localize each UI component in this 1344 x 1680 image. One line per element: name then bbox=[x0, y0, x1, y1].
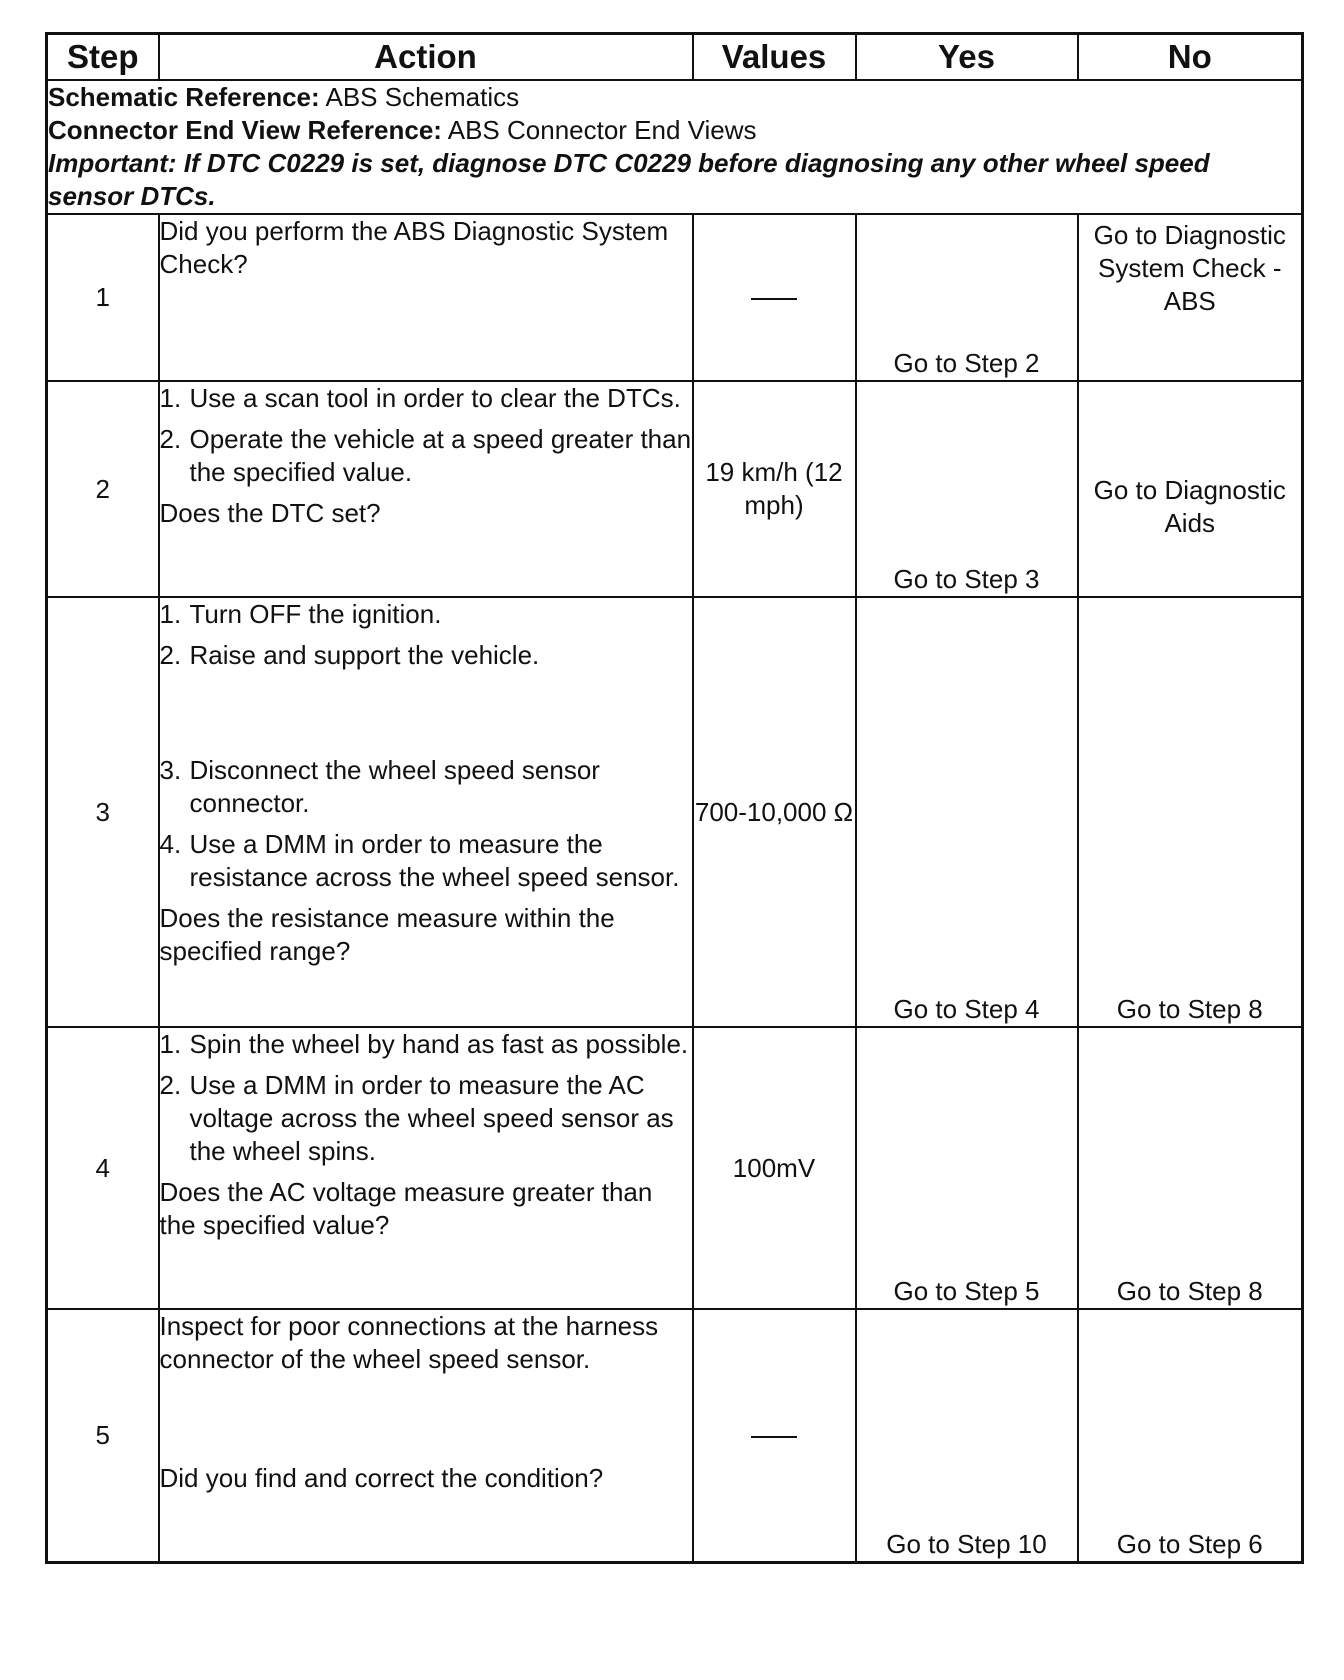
no-cell: Go to Step 8 bbox=[1078, 597, 1303, 1027]
reference-cell bbox=[47, 80, 1303, 214]
header-row bbox=[47, 34, 1303, 81]
empty-value-dash bbox=[751, 298, 797, 300]
connector-reference: Connector End View Reference: ABS Connector End Views bbox=[48, 115, 757, 145]
important-note: Important: If DTC C0229 is set, diagnose DTC C0229 before diagnosing any other wheel speed sensor DTCs. bbox=[48, 148, 1210, 211]
action-question: Does the AC voltage measure greater than the specified value? bbox=[159, 1177, 653, 1240]
yes-cell: Go to Step 5 bbox=[856, 1027, 1078, 1309]
action-step: 2. Raise and support the vehicle. bbox=[159, 640, 540, 670]
value-cell: 100mV bbox=[693, 1027, 856, 1309]
no-cell: Go to Diagnostic System Check - ABS bbox=[1078, 214, 1303, 381]
table-row bbox=[47, 381, 1303, 597]
action-step: 2. Use a DMM in order to measure the AC voltage across the wheel speed sensor as the wheel spins. bbox=[159, 1070, 674, 1166]
action-instruction: Inspect for poor connections at the harness connector of the wheel speed sensor. bbox=[159, 1311, 659, 1374]
empty-value-dash bbox=[751, 1436, 797, 1438]
step-number: 2 bbox=[47, 381, 159, 597]
action-question: Did you find and correct the condition? bbox=[159, 1463, 604, 1493]
schematic-reference: Schematic Reference: ABS Schematics bbox=[48, 82, 520, 112]
value-cell: 19 km/h (12 mph) bbox=[693, 381, 856, 597]
header-action: Action bbox=[159, 34, 693, 81]
action-steps bbox=[160, 1028, 692, 1168]
no-cell: Go to Step 6 bbox=[1078, 1309, 1303, 1562]
action-cell bbox=[159, 1027, 693, 1309]
action-step: 1. Use a scan tool in order to clear the DTCs. bbox=[159, 383, 681, 413]
diagnostic-table bbox=[45, 32, 1304, 1564]
action-question: Does the DTC set? bbox=[159, 498, 381, 528]
action-cell bbox=[159, 1309, 693, 1562]
table-row bbox=[47, 214, 1303, 381]
action-step: 4. Use a DMM in order to measure the resistance across the wheel speed sensor. bbox=[159, 829, 680, 892]
step-number: 3 bbox=[47, 597, 159, 1027]
action-cell bbox=[159, 597, 693, 1027]
header-values: Values bbox=[693, 34, 856, 81]
value-cell: 700-10,000 Ω bbox=[693, 597, 856, 1027]
header-no: No bbox=[1078, 34, 1303, 81]
action-steps bbox=[160, 382, 692, 489]
action-steps bbox=[160, 598, 692, 894]
action-cell bbox=[159, 381, 693, 597]
yes-cell: Go to Step 10 bbox=[856, 1309, 1078, 1562]
yes-cell: Go to Step 2 bbox=[856, 214, 1078, 381]
yes-cell: Go to Step 3 bbox=[856, 381, 1078, 597]
value-cell bbox=[693, 214, 856, 381]
action-step: 3. Disconnect the wheel speed sensor connector. bbox=[159, 755, 600, 818]
header-step: Step bbox=[47, 34, 159, 81]
table-row bbox=[47, 597, 1303, 1027]
action-cell bbox=[159, 214, 693, 381]
step-number: 4 bbox=[47, 1027, 159, 1309]
step-number: 5 bbox=[47, 1309, 159, 1562]
step-number: 1 bbox=[47, 214, 159, 381]
table-row bbox=[47, 1309, 1303, 1562]
no-cell: Go to Step 8 bbox=[1078, 1027, 1303, 1309]
reference-row bbox=[47, 80, 1303, 214]
action-question: Does the resistance measure within the specified range? bbox=[159, 903, 615, 966]
action-step: 2. Operate the vehicle at a speed greater than the specified value. bbox=[159, 424, 692, 487]
action-step: 1. Turn OFF the ignition. bbox=[159, 599, 442, 629]
value-cell bbox=[693, 1309, 856, 1562]
action-question: Did you perform the ABS Diagnostic System Check? bbox=[159, 216, 669, 279]
yes-cell: Go to Step 4 bbox=[856, 597, 1078, 1027]
header-yes: Yes bbox=[856, 34, 1078, 81]
table-row bbox=[47, 1027, 1303, 1309]
no-cell: Go to Diagnostic Aids bbox=[1078, 381, 1303, 597]
action-step: 1. Spin the wheel by hand as fast as possible. bbox=[159, 1029, 689, 1059]
